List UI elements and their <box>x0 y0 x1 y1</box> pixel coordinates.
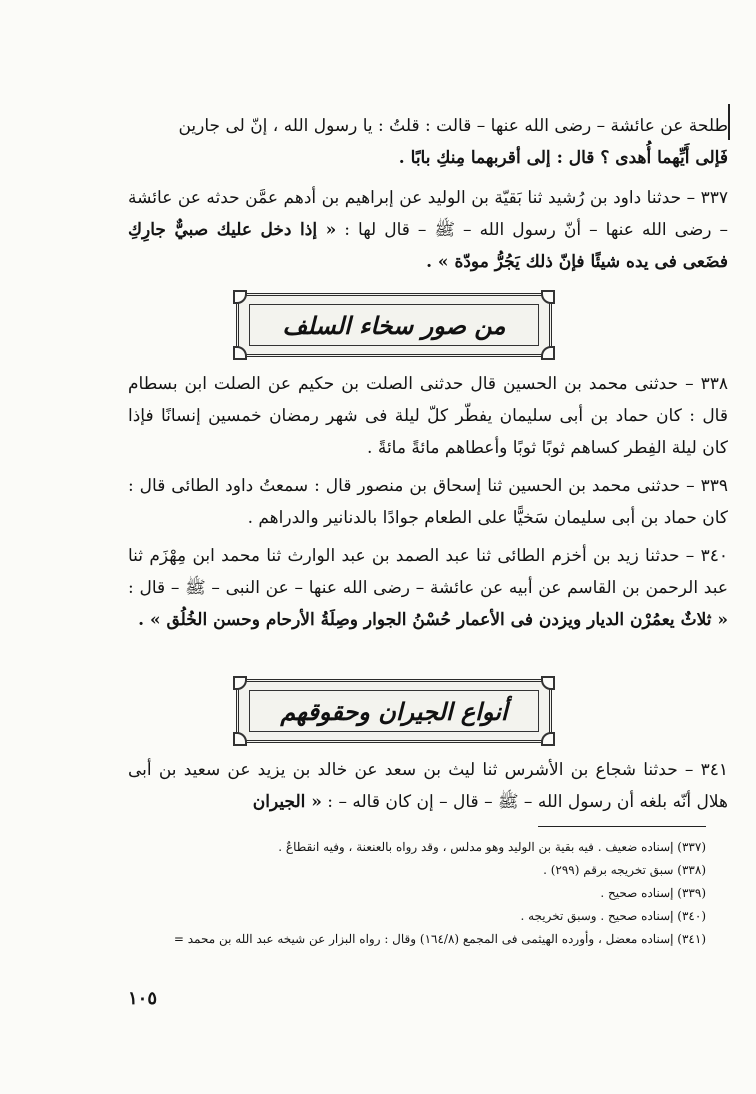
hadith-339-body: ٣٣٩ – حدثنى محمد بن الحسين ثنا إسحاق بن منصور قال : سمعتُ داود الطائى قال : كان حماد بن أبى سليمان سَخيًّا على الطعام جوادًا بالدنانير والدراهم . <box>128 476 728 528</box>
margin-rule <box>728 104 730 140</box>
hadith-341-text: ٣٤١ – حدثنا شجاع بن الأشرس ثنا ليث بن سعد عن خالد بن يزيد عن سعيد بن أبى هلال أنّه بلغه أن رسول الله – ﷺ – قال – إن كان قاله – : <box>128 760 728 812</box>
section-banner-salaf <box>236 293 552 357</box>
footnote-separator <box>538 826 706 827</box>
hadith-340 <box>128 540 728 636</box>
footnote: (٣٣٩) إسناده صحيح . <box>600 886 706 900</box>
ornament-corner <box>541 676 555 690</box>
hadith-337-quote: « إذا دخل عليك صبيٌّ جارِكِ فضَعى فى يده شيئًا فإنّ ذلك يَجُرُّ مودّة » . <box>128 220 728 272</box>
hadith-341 <box>128 754 728 818</box>
footnote: (٣٤١) إسناده معضل ، وأورده الهيثمى فى المجمع (١٦٤/٨) وقال : رواه البزار عن شيخه عبد الله بن محمد = <box>173 932 706 946</box>
ornament-corner <box>233 732 247 746</box>
ornament-corner <box>233 346 247 360</box>
ornament-corner <box>233 676 247 690</box>
hadith-339 <box>128 470 728 534</box>
footnotes <box>140 836 706 951</box>
hadith-337-body <box>128 182 728 278</box>
footnote: (٣٣٧) إسناده ضعيف . فيه بقية بن الوليد وهو مدلس ، وقد رواه بالعنعنة ، وفيه انقطاعٌ . <box>278 840 706 854</box>
hadith-338 <box>128 368 728 464</box>
page-number: ١٠٥ <box>128 988 158 1009</box>
hadith-337-text: ٣٣٧ – حدثنا داود بن رُشيد ثنا بَقيّة بن الوليد عن إبراهيم بن أدهم عمَّن حدثه عن عائشة – رضى الله عنها – أنّ رسول الله – ﷺ – قال لها : <box>128 188 728 240</box>
section-title: من صور سخاء السلف <box>249 304 539 346</box>
text-line: فَإلى أَيِّهما أُهدى ؟ قال : إلى أقربهما مِنكِ بابًا . <box>398 148 728 168</box>
paragraph-continuation <box>128 110 728 174</box>
ornament-corner <box>541 290 555 304</box>
footnote: (٣٣٨) سبق تخريجه برقم (٢٩٩) . <box>543 863 706 877</box>
ornament-corner <box>233 290 247 304</box>
hadith-337 <box>128 182 728 278</box>
hadith-340-quote: « ثلاثٌ يعمُرْن الديار ويزدن فى الأعمار حُسْنُ الجوار وصِلَةُ الأرحام وحسن الخُلُق » . <box>138 610 728 630</box>
section-banner-jiran <box>236 679 552 743</box>
hadith-341-body <box>128 754 728 818</box>
footnote: (٣٤٠) إسناده صحيح . وسبق تخريجه . <box>520 909 706 923</box>
ornament-corner <box>541 346 555 360</box>
hadith-340-text: ٣٤٠ – حدثنا زيد بن أخزم الطائى ثنا عبد الصمد بن عبد الوارث ثنا محمد ابن مِهْزَم ثنا عبد الرحمن بن القاسم عن أبيه عن عائشة – رضى الله عنها – عن النبى – ﷺ – قال : <box>128 546 728 598</box>
hadith-340-body <box>128 540 728 636</box>
hadith-341-quote: « الجيران <box>252 792 322 812</box>
text-line: طلحة عن عائشة – رضى الله عنها – قالت : قلتُ : يا رسول الله ، إنّ لى جارين <box>178 116 728 136</box>
ornament-corner <box>541 732 555 746</box>
hadith-338-body: ٣٣٨ – حدثنى محمد بن الحسين قال حدثنى الصلت بن حكيم عن الصلت ابن بسطام قال : كان حماد بن أبى سليمان يفطّر كلّ ليلة فى شهر رمضان خمسين إنسانًا فإذا كان ليلة الفِطر كساهم ثوبًا ثوبًا وأعطاهم مائةً مائةً . <box>128 374 728 458</box>
section-title: أنواع الجيران وحقوقهم <box>249 690 539 732</box>
